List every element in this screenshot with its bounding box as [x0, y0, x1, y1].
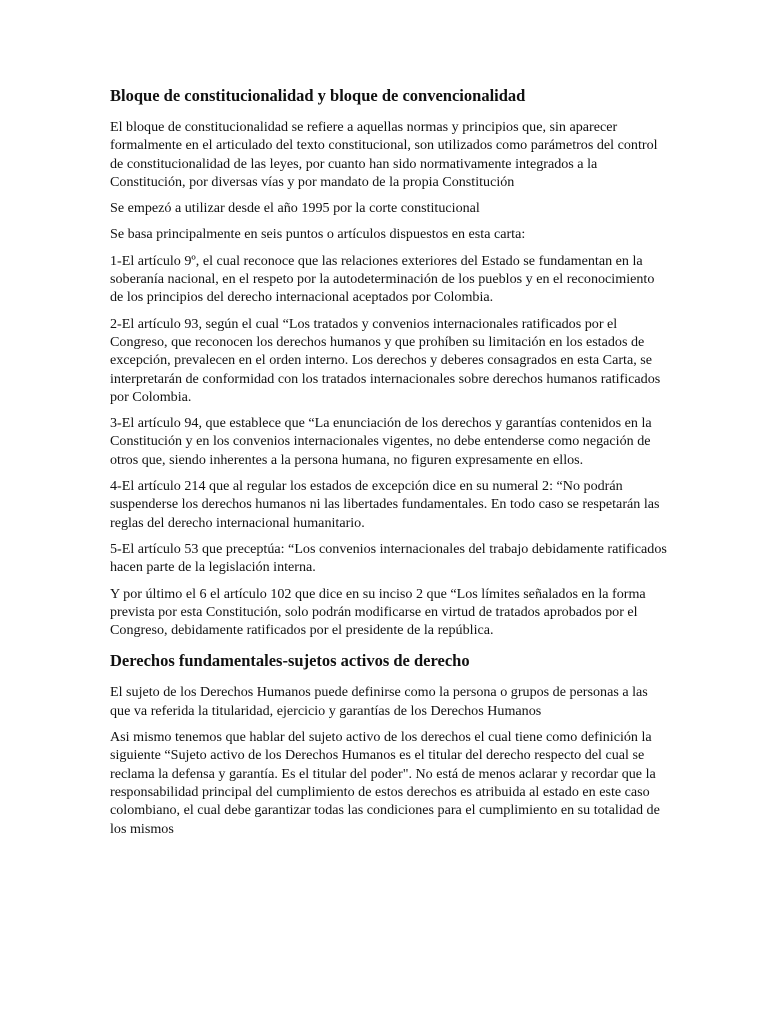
- paragraph-article-93: 2-El artículo 93, según el cual “Los tratados y convenios internacionales ratificados por el Congreso, que reconocen los derechos humanos y que prohíben su limitación en los estados de excepción, prevalecen en el orden interno. Los derechos y deberes consagrados en esta Carta, se interpretarán de conformidad con los tratados internacionales sobre derechos humanos ratificados por Colombia.: [110, 315, 661, 405]
- paragraph-origin: Se empezó a utilizar desde el año 1995 por la corte constitucional: [110, 200, 480, 217]
- paragraph-article-214: 4-El artículo 214 que al regular los estados de excepción dice en su numeral 2: “No podrán suspenderse los derechos humanos ni las libertades fundamentales. En todo caso se respetarán las reglas del derecho internacional humanitario.: [110, 478, 660, 531]
- section-title-derechos: Derechos fundamentales-sujetos activos de derecho: [110, 651, 470, 671]
- paragraph-article-9: 1-El artículo 9º, el cual reconoce que las relaciones exteriores del Estado se fundamentan en la soberanía nacional, en el respeto por la autodeterminación de los pueblos y en el reconocimiento de los principios del derecho internacional aceptados por Colombia.: [110, 252, 655, 306]
- paragraph-sujeto-definition: El sujeto de los Derechos Humanos puede definirse como la persona o grupos de personas a las que va referida la titularidad, ejercicio y garantías de los Derechos Humanos: [110, 684, 648, 719]
- section-title-bloque: Bloque de constitucionalidad y bloque de convencionalidad: [110, 86, 526, 105]
- paragraph-article-53: 5-El artículo 53 que preceptúa: “Los convenios internacionales del trabajo debidamente ratificados hacen parte de la legislación interna.: [110, 540, 667, 576]
- paragraph-definition: El bloque de constitucionalidad se refiere a aquellas normas y principios que, sin aparecer formalmente en el articulado del texto constitucional, son utilizados como parámetros del control de constitucionalidad de las leyes, por cuanto han sido normativamente integrados a la Constitución, por diversas vías y por mandato de la propia Constitución: [110, 119, 658, 190]
- paragraph-basis: Se basa principalmente en seis puntos o artículos dispuestos en esta carta:: [110, 226, 526, 243]
- paragraph-article-94: 3-El artículo 94, que establece que “La enunciación de los derechos y garantías contenidos en la Constitución y en los convenios internacionales vigentes, no debe entenderse como negación de otros que, siendo inherentes a la persona humana, no figuren expresamente en ellos.: [110, 415, 652, 468]
- paragraph-article-102: Y por último el 6 el artículo 102 que dice en su inciso 2 que “Los límites señalados en la forma prevista por esta Constitución, solo podrán modificarse en virtud de tratados aprobados por el Congreso, debidamente ratificados por el presidente de la república.: [110, 585, 646, 639]
- paragraph-sujeto-activo: Asi mismo tenemos que hablar del sujeto activo de los derechos el cual tiene como definición la siguiente “Sujeto activo de los Derechos Humanos es el titular del derecho respecto del cual se reclama la defensa y garantía. Es el titular del poder". No está de menos aclarar y recordar que la responsabilidad principal del cumplimiento de estos derechos es atribuida al estado en este caso colombiano, el cual debe garantizar todas las condiciones para el cumplimiento en su totalidad de los mismos: [110, 729, 660, 837]
